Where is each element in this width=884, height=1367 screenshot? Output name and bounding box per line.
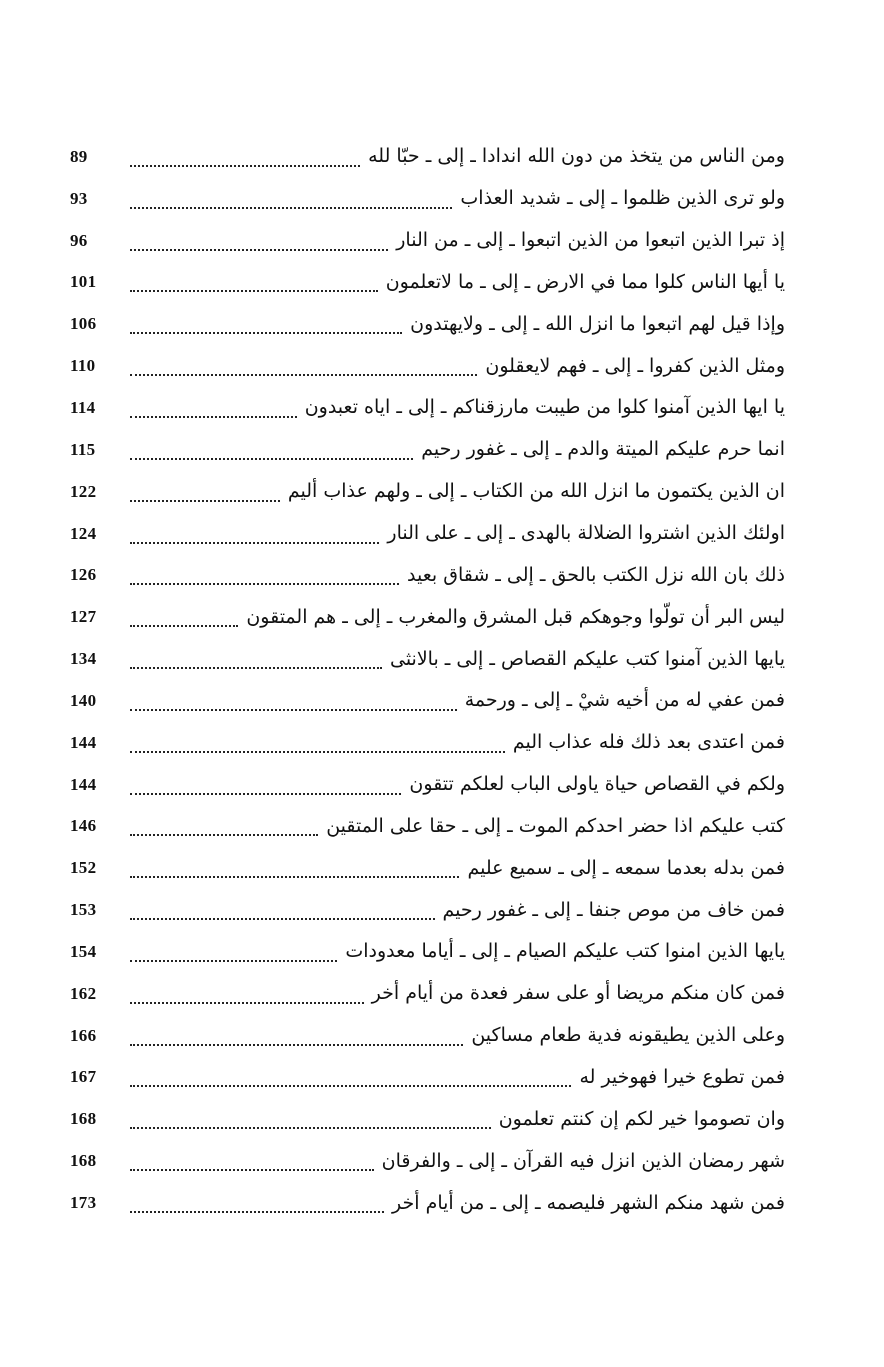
toc-row (70, 303, 785, 345)
dot-leader (130, 185, 452, 209)
verse-entry: كتب عليكم اذا حضر احدكم الموت ـ إلى ـ حقا على المتقين (326, 814, 785, 837)
dot-leader (130, 352, 477, 376)
toc-row (70, 136, 785, 178)
page-number: 115 (70, 439, 96, 459)
dot-leader (130, 394, 297, 418)
dot-leader (130, 227, 388, 251)
page-number: 168 (70, 1151, 97, 1171)
dot-leader (130, 268, 378, 292)
dot-leader (130, 1105, 491, 1129)
verse-entry: انما حرم عليكم الميتة والدم ـ إلى ـ غفور رحيم (421, 438, 785, 461)
verse-entry: ومثل الذين كفروا ـ إلى ـ فهم لايعقلون (485, 354, 785, 377)
table-of-contents (70, 136, 785, 1224)
page-number: 93 (70, 188, 88, 208)
page-number: 152 (70, 858, 97, 878)
toc-row (70, 262, 785, 304)
verse-entry: يايها الذين آمنوا كتب عليكم القصاص ـ إلى ـ بالانثى (389, 647, 785, 670)
verse-entry: فمن عفي له من أخيه شيْ ـ إلى ـ ورحمة (464, 689, 785, 712)
page-number: 126 (70, 565, 97, 585)
page-number: 114 (70, 397, 96, 417)
page-number: 127 (70, 607, 97, 627)
verse-entry: فمن خاف من موص جنفا ـ إلى ـ غفور رحيم (442, 898, 785, 921)
page-number: 154 (70, 941, 97, 961)
dot-leader (130, 520, 379, 544)
dot-leader (130, 645, 382, 669)
dot-leader (130, 1022, 463, 1046)
verse-entry: وعلى الذين يطيقونه فدية طعام مساكين (471, 1024, 785, 1047)
page-number: 146 (70, 816, 97, 836)
verse-entry: وإذا قيل لهم اتبعوا ما انزل الله ـ إلى ـ ولايهتدون (410, 312, 785, 335)
page-number: 153 (70, 900, 97, 920)
page-number: 110 (70, 356, 96, 376)
toc-row (70, 764, 785, 806)
toc-row (70, 596, 785, 638)
toc-row (70, 847, 785, 889)
dot-leader (130, 687, 457, 711)
verse-entry: يا أيها الناس كلوا مما في الارض ـ إلى ـ ما لاتعلمون (385, 270, 785, 293)
verse-entry: فمن شهد منكم الشهر فليصمه ـ إلى ـ من أيام أخر (392, 1191, 785, 1214)
dot-leader (130, 1189, 384, 1213)
toc-row (70, 178, 785, 220)
page-number: 173 (70, 1193, 97, 1213)
verse-entry: ولكم في القصاص حياة ياولى الباب لعلكم تتقون (409, 773, 785, 796)
dot-leader (130, 561, 399, 585)
dot-leader (130, 1063, 571, 1087)
dot-leader (130, 938, 337, 962)
page-number: 101 (70, 272, 97, 292)
toc-row (70, 1098, 785, 1140)
verse-entry: اولئك الذين اشتروا الضلالة بالهدى ـ إلى ـ على النار (387, 522, 785, 545)
verse-entry: يا ايها الذين آمنوا كلوا من طيبت مارزقناكم ـ إلى ـ اياه تعبدون (304, 396, 785, 419)
dot-leader (130, 729, 505, 753)
verse-entry: ولو ترى الذين ظلموا ـ إلى ـ شديد العذاب (460, 187, 785, 210)
toc-row (70, 680, 785, 722)
toc-row (70, 1015, 785, 1057)
page-number: 122 (70, 481, 97, 501)
page-number: 166 (70, 1025, 97, 1045)
dot-leader (130, 310, 402, 334)
page-number: 144 (70, 774, 97, 794)
page-number: 144 (70, 732, 97, 752)
toc-row (70, 345, 785, 387)
verse-entry: ليس البر أن تولّوا وجوهكم قبل المشرق والمغرب ـ إلى ـ هم المتقون (246, 605, 785, 628)
verse-entry: إذ تبرا الذين اتبعوا من الذين اتبعوا ـ إلى ـ من النار (396, 229, 785, 252)
dot-leader (130, 478, 280, 502)
page-number: 140 (70, 690, 97, 710)
toc-row (70, 889, 785, 931)
page-number: 89 (70, 146, 88, 166)
dot-leader (130, 980, 364, 1004)
verse-entry: ان الذين يكتمون ما انزل الله من الكتاب ـ إلى ـ ولهم عذاب أليم (287, 480, 785, 503)
verse-entry: شهر رمضان الذين انزل فيه القرآن ـ إلى ـ والفرقان (381, 1149, 785, 1172)
dot-leader (130, 436, 413, 460)
toc-row (70, 387, 785, 429)
toc-row (70, 931, 785, 973)
verse-entry: ذلك بان الله نزل الكتب بالحق ـ إلى ـ شقاق بعيد (407, 563, 785, 586)
dot-leader (130, 896, 435, 920)
toc-row (70, 554, 785, 596)
dot-leader (130, 812, 318, 836)
verse-entry: فمن اعتدى بعد ذلك فله عذاب اليم (512, 731, 785, 754)
page-number: 167 (70, 1067, 97, 1087)
toc-row (70, 471, 785, 513)
toc-row (70, 1057, 785, 1099)
page-number: 106 (70, 314, 97, 334)
toc-row (70, 638, 785, 680)
dot-leader (130, 143, 360, 167)
dot-leader (130, 1147, 374, 1171)
verse-entry: فمن تطوع خيرا فهوخير له (579, 1065, 785, 1088)
page-number: 134 (70, 649, 97, 669)
page-number: 124 (70, 523, 97, 543)
dot-leader (130, 771, 401, 795)
toc-row (70, 220, 785, 262)
verse-entry: ومن الناس من يتخذ من دون الله اندادا ـ إلى ـ حبّا لله (368, 145, 785, 168)
verse-entry: وان تصوموا خير لكم إن كنتم تعلمون (498, 1107, 785, 1130)
page-number: 162 (70, 983, 97, 1003)
verse-entry: فمن بدله بعدما سمعه ـ إلى ـ سميع عليم (467, 856, 785, 879)
page-number: 168 (70, 1109, 97, 1129)
toc-row (70, 1182, 785, 1224)
toc-row (70, 722, 785, 764)
dot-leader (130, 854, 459, 878)
verse-entry: فمن كان منكم مريضا أو على سفر فعدة من أيام أخر (371, 982, 785, 1005)
dot-leader (130, 603, 238, 627)
verse-entry: يايها الذين امنوا كتب عليكم الصيام ـ إلى ـ أياما معدودات (345, 940, 785, 963)
page-number: 96 (70, 230, 88, 250)
toc-row (70, 973, 785, 1015)
toc-row (70, 429, 785, 471)
toc-row (70, 806, 785, 848)
toc-row (70, 513, 785, 555)
toc-row (70, 1140, 785, 1182)
